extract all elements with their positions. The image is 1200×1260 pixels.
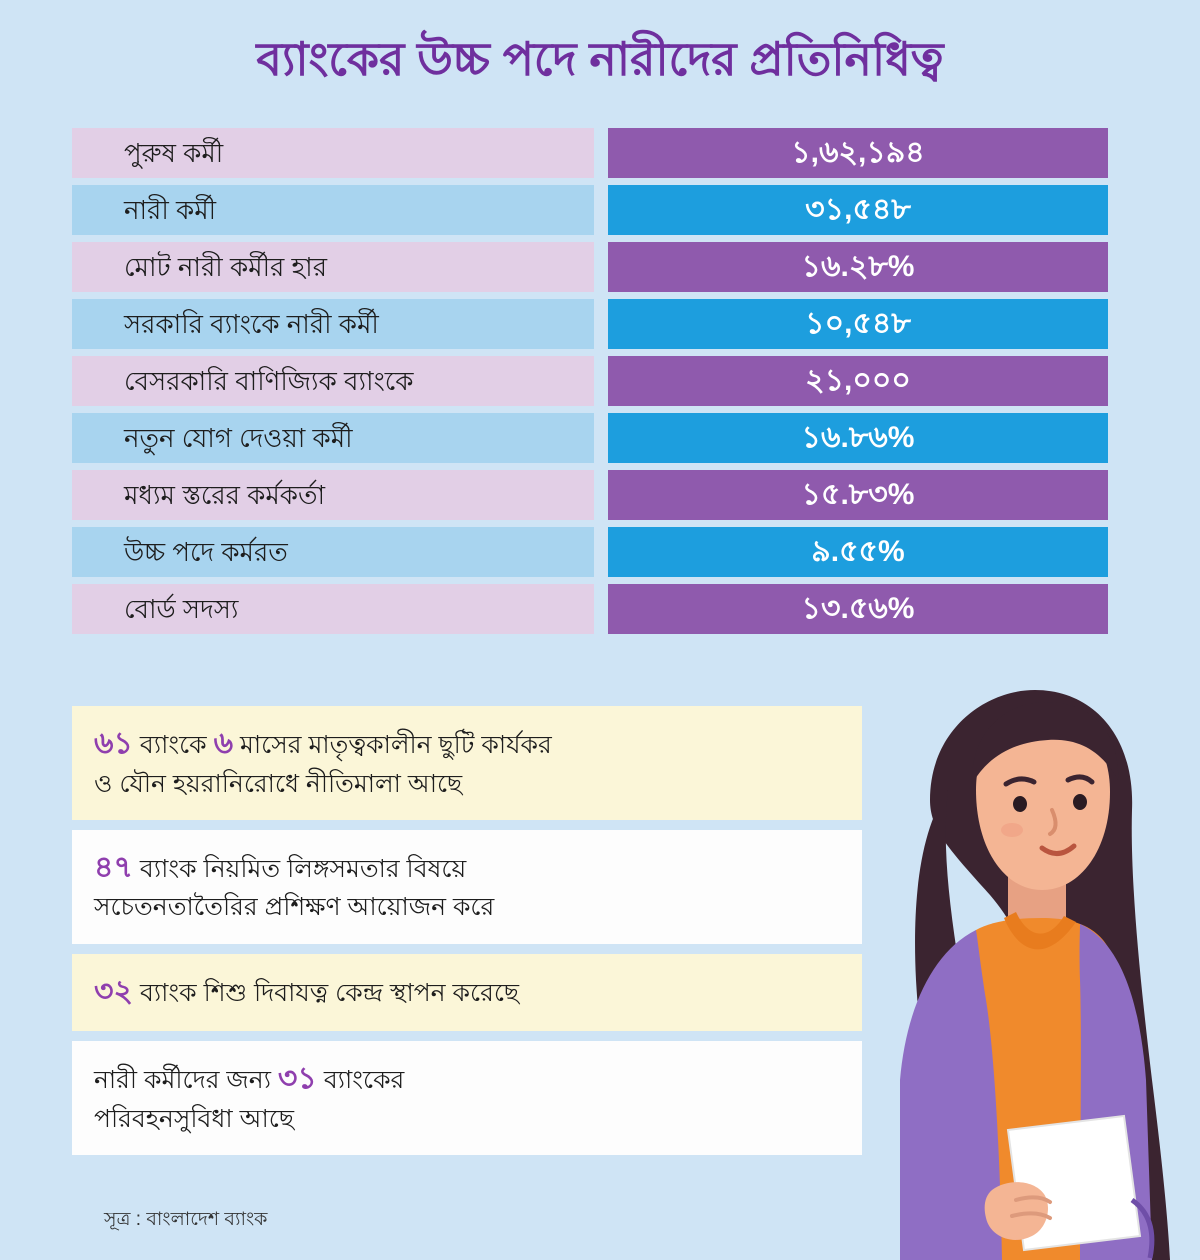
table-row — [72, 470, 1108, 520]
row-gap — [594, 470, 608, 520]
note-number: ৬১ — [94, 727, 133, 760]
row-gap — [594, 242, 608, 292]
row-value: ১,৬২,১৯৪ — [608, 128, 1108, 178]
note-item — [72, 1041, 862, 1155]
note-item — [72, 954, 862, 1032]
row-value: ১৬.২৮% — [608, 242, 1108, 292]
note-text: নারী কর্মীদের জন্য — [94, 1066, 278, 1094]
row-label: পুরুষ কর্মী — [72, 128, 594, 178]
note-number: ৩১ — [277, 1062, 317, 1095]
row-label: নতুন যোগ দেওয়া কর্মী — [72, 413, 594, 463]
note-number: ৪৭ — [94, 850, 133, 884]
row-value: ১৬.৮৬% — [608, 413, 1108, 463]
row-value: ১০,৫৪৮ — [608, 299, 1108, 349]
row-label: সরকারি ব্যাংকে নারী কর্মী — [72, 299, 594, 349]
table-row — [72, 299, 1108, 349]
note-line — [94, 970, 840, 1014]
row-value: ৩১,৫৪৮ — [608, 185, 1108, 235]
row-gap — [594, 185, 608, 235]
row-value: ১৫.৮৩% — [608, 470, 1108, 520]
row-gap — [594, 584, 608, 634]
table-row — [72, 128, 1108, 178]
note-number: ৩২ — [94, 974, 134, 1008]
note-item — [72, 706, 862, 820]
note-text: ব্যাংক নিয়মিত লিঙ্গসমতার বিষয়ে — [132, 854, 467, 883]
row-label: বেসরকারি বাণিজ্যিক ব্যাংকে — [72, 356, 594, 406]
table-row — [72, 242, 1108, 292]
table-row — [72, 584, 1108, 634]
table-row — [72, 356, 1108, 406]
row-value: ১৩.৫৬% — [608, 584, 1108, 634]
table-row — [72, 413, 1108, 463]
row-label: মোট নারী কর্মীর হার — [72, 242, 594, 292]
row-gap — [594, 356, 608, 406]
note-line — [94, 846, 840, 890]
row-value: ৯.৫৫% — [608, 527, 1108, 577]
row-label: মধ্যম স্তরের কর্মকর্তা — [72, 470, 594, 520]
row-value: ২১,০০০ — [608, 356, 1108, 406]
page-title: ব্যাংকের উচ্চ পদে নারীদের প্রতিনিধিত্ব — [256, 33, 944, 85]
table-row — [72, 185, 1108, 235]
data-table — [72, 128, 1108, 641]
note-line — [94, 722, 840, 766]
row-label: উচ্চ পদে কর্মরত — [72, 527, 594, 577]
row-label: বোর্ড সদস্য — [72, 584, 594, 634]
note-line: পরিবহনসুবিধা আছে — [94, 1104, 294, 1133]
note-line: সচেতনতাতৈরির প্রশিক্ষণ আয়োজন করে — [94, 893, 495, 922]
note-text: ব্যাংকে — [132, 731, 214, 759]
row-gap — [594, 413, 608, 463]
notes-list — [72, 706, 862, 1165]
table-row — [72, 527, 1108, 577]
note-line: ও যৌন হয়রানিরোধে নীতিমালা আছে — [94, 769, 463, 798]
row-gap — [594, 527, 608, 577]
note-text: ব্যাংকের — [316, 1066, 405, 1094]
row-label: নারী কর্মী — [72, 185, 594, 235]
note-text: ব্যাংক শিশু দিবাযত্ন কেন্দ্র স্থাপন করেছে — [133, 978, 520, 1007]
note-text: মাসের মাতৃত্বকালীন ছুটি কার্যকর — [233, 731, 552, 759]
source-note: সূত্র : বাংলাদেশ ব্যাংক — [104, 1209, 268, 1230]
note-line — [94, 1057, 840, 1101]
row-gap — [594, 128, 608, 178]
note-number-secondary: ৬ — [213, 727, 234, 760]
note-item — [72, 830, 862, 944]
row-gap — [594, 299, 608, 349]
